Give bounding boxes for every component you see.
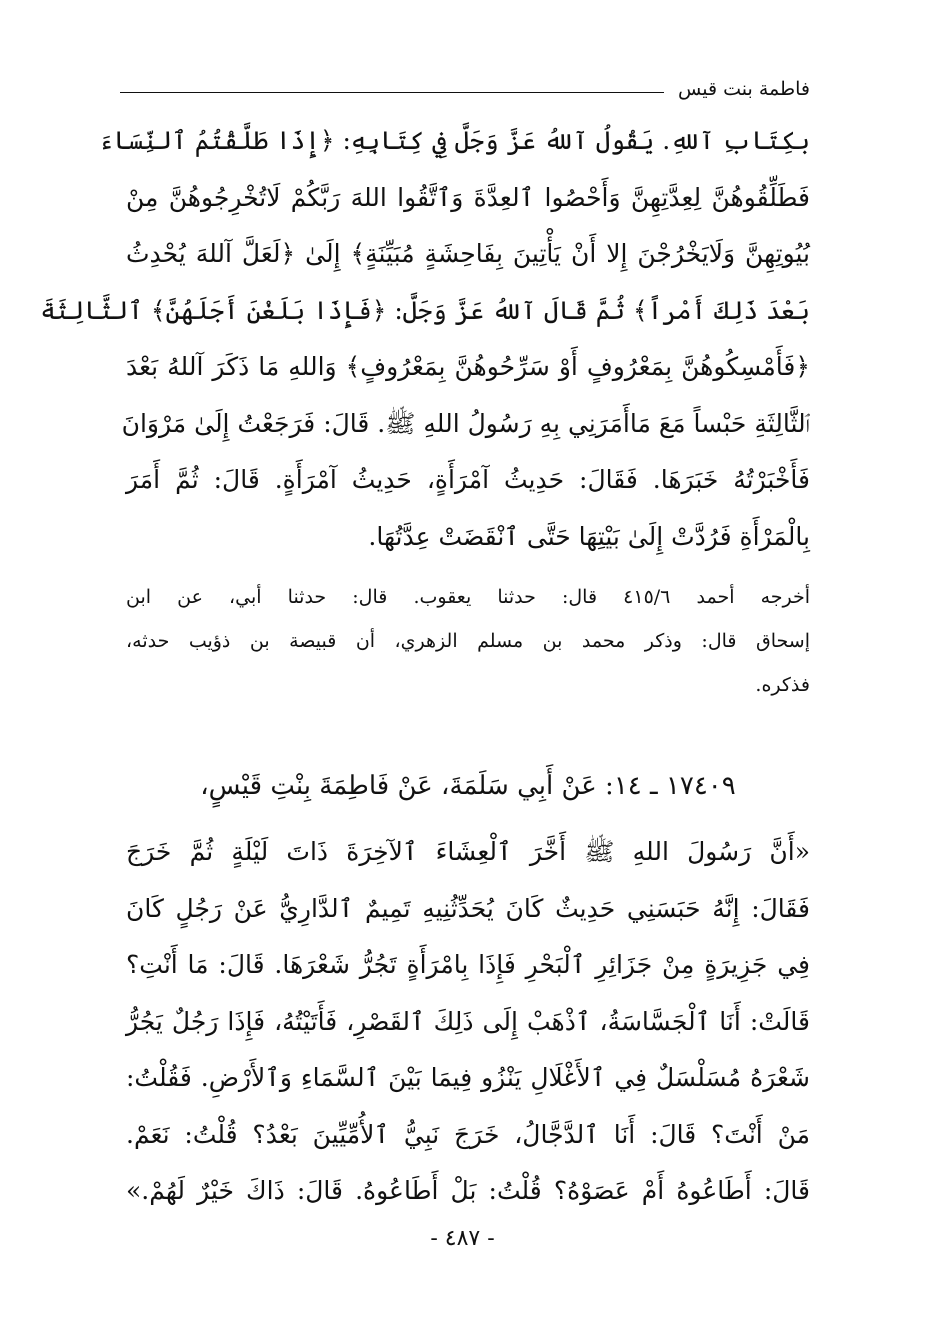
page-number: - ٤٨٧ - [430,1226,495,1251]
passage-line: بُيُوتِهِنَّ وَلَايَخْرُجْنَ إِلا أَنْ يَأْتِينَ بِفَاحِشَةٍ مُبَيِّنَةٍ﴾ إِلَىٰ ﴿لَعَلَّ آللهَ يُحْدِثُ [126,239,810,268]
header-rule [120,92,664,93]
passage-line: ﴿فَأَمْسِكُوهُنَّ بِمَعْرُوفٍ أَوْ سَرِّحُوهُنَّ بِمَعْرُوفٍ﴾ وَاللهِ مَا ذَكَرَ آللهُ بَعْدَ [126,352,810,381]
takhrij-note [126,575,810,707]
passage-line: فَطَلِّقُوهُنَّ لِعِدَّتِهِنَّ وَأَحْصُوا ٱلعِدَّةَ وَٱتَّقُوا اللهَ رَبَّكُمْ لَاتُخْرِجُوهُنَّ مِنْ [126,182,810,212]
note-line: إسحاق قال: وذكر محمد بن مسلم الزهري، أن قبيصة بن ذؤيب حدثه، [126,630,810,652]
passage-line: قَالَتْ: أَنَا ٱلْجَسَّاسَةُ، ٱذْهَبْ إِلَى ذَلِكَ ٱلقَصْرِ، فَأَتَيْتُهُ، فَإِذَا رَجُلٌ يَجُرُّ [126,1006,810,1036]
passage-line: بَعْدَ ذَلِكَ أَمْراً﴾ ثُمَّ قَالَ آللهُ عَزَّ وَجَلَّ: ﴿فَإِذَا بَلَغْنَ أَجَلَهُنَّ﴾ ٱلثَّالِثَةَ [40,295,810,325]
passage-line: فَأَخْبَرْتُهُ خَبَرَهَا. فَقَالَ: حَدِيثُ آمْرَأَةٍ، حَدِيثُ آمْرَأَةٍ. قَالَ: ثُمَّ أَمَرَ [126,465,810,494]
passage-line: فَقَالَ: إِنَّهُ حَبَسَنِي حَدِيثٌ كَانَ يُحَدِّثُنِيهِ تَمِيمٌ ٱلدَّارِيُّ عَنْ رَجُلٍ كَانَ [126,893,810,923]
passage-line: فِي جَزِيرَةٍ مِنْ جَزَائِرِ ٱلْبَحْرِ فَإِذَا بِامْرَأَةٍ تَجُرُّ شَعْرَهَا. قَالَ: مَا أَنْتِ؟ [126,950,810,979]
note-line: أخرجه أحمد ٤١٥/٦ قال: حدثنا يعقوب. قال: حدثنا أبي، عن ابن [126,586,811,608]
note-line: فذكره. [755,674,810,696]
passage-line: شَعْرَهُ مُسَلْسَلٌ فِي ٱلأَغْلَالِ يَنْزُو فِيمَا بَيْنَ ٱلسَّمَاءِ وَٱلأَرْضِ. فَقُلْتُ: [126,1063,810,1092]
passage-line: «أَنَّ رَسُولَ اللهِ ﷺ أَخَّرَ ٱلْعِشَاءَ ٱلآخِرَةَ ذَاتَ لَيْلَةٍ ثُمَّ خَرَجَ [126,837,810,866]
hadith-heading: ١٧٤٠٩ ـ ١٤: عَنْ أَبِي سَلَمَةَ، عَنْ فَاطِمَةَ بِنْتِ قَيْسٍ، [200,771,736,801]
main-passage-1 [40,113,810,565]
passage-line: قَالَ: أَطَاعُوهُ أَمْ عَصَوْهُ؟ قُلْتُ: بَلْ أَطَاعُوهُ. قَالَ: ذَاكَ خَيْرٌ لَهُمْ.» [126,1176,810,1205]
passage-line: ٱلثَّالِثَةِ حَبْساً مَعَ مَاأَمَرَنِي بِهِ رَسُولُ اللهِ ﷺ. قَالَ: فَرَجَعْتُ إِلَىٰ مَرْوَانَ [121,408,810,438]
main-passage-2 [126,824,810,1220]
passage-line: بِالْمَرْأَةِ فَرُدَّتْ إِلَىٰ بَيْتِهَا حَتَّى ٱنْقَضَتْ عِدَّتُهَا. [368,521,810,551]
passage-line: مَنْ أَنْتَ؟ قَالَ: أَنَا ٱلدَّجَّالُ، خَرَجَ نَبِيُّ ٱلأُمِّيِّينَ بَعْدُ؟ قُلْتُ: نَعَمْ. [126,1119,810,1149]
passage-line: بكِتَابِ آللهِ. يَقُولُ آللهُ عَزَّ وَجَلَّ فِي كِتَابِهِ: ﴿إِذَا طَلَّقْتُمُ ٱلنِّسَاءَ [98,126,810,155]
running-title: فاطمة بنت قيس [678,78,810,100]
running-header [120,72,810,106]
